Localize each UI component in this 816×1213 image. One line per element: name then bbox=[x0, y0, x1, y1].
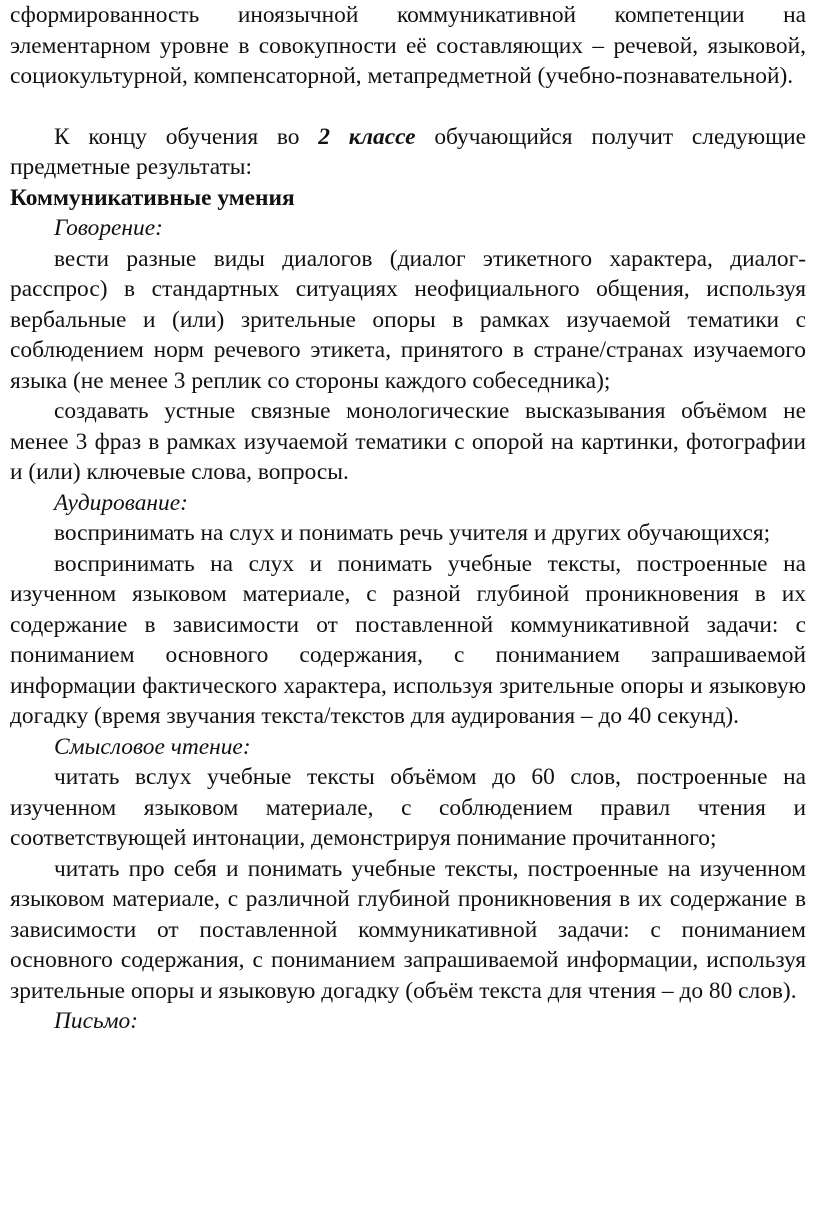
grade-sentence-after: обучающийся получит следующие предметные результаты: bbox=[10, 123, 807, 180]
reading-item: читать вслух учебные тексты объёмом до 60 слов, построенные на изученном языковом материале, с соблюдением правил чтения и соответствующей интонации, демонстрируя понимание прочитанного; bbox=[10, 764, 806, 851]
writing-title: Письмо: bbox=[54, 1008, 139, 1034]
grade-sentence-before: К концу обучения во bbox=[54, 123, 319, 150]
listening-item: воспринимать на слух и понимать речь учителя и других обучающихся; bbox=[54, 520, 771, 546]
speaking-item: вести разные виды диалогов (диалог этикетного характера, диалог-расспрос) в стандартных ситуациях неофициального общения, используя вербальные и (или) зрительные опоры в рамках изучаемой тематики с соблюдением норм речевого этикета, принятого в стране/странах изучаемого языка (не менее 3 реплик со стороны каждого собеседника); bbox=[10, 245, 806, 394]
section-heading: Коммуникативные умения bbox=[10, 184, 295, 211]
grade-emphasis: 2 классе bbox=[318, 123, 416, 150]
reading-title: Смысловое чтение: bbox=[54, 733, 251, 760]
paragraph-gap bbox=[10, 92, 806, 122]
grade-sentence bbox=[10, 122, 806, 183]
speaking-title: Говорение: bbox=[54, 215, 163, 241]
reading-item: читать про себя и понимать учебные тексты, построенные на изученном языковом материале, с различной глубиной проникновения в их содержание в зависимости от поставленной коммуникативной задачи: с пониманием основного содержания, с пониманием запрашиваемой информации, используя зрительные опоры и языковую догадку (объём текста для чтения – до 80 слов). bbox=[10, 855, 806, 1004]
listening-item: воспринимать на слух и понимать учебные тексты, построенные на изученном языковом материале, с разной глубиной проникновения в их содержание в зависимости от поставленной коммуникативной задачи: с пониманием основного содержания, с пониманием запрашиваемой информации фактического характера, используя зрительные опоры и языковую догадку (время звучания текста/текстов для аудирования – до 40 секунд). bbox=[10, 550, 806, 729]
listening-title: Аудирование: bbox=[54, 489, 188, 516]
intro-paragraph: сформированность иноязычной коммуникативной компетенции на элементарном уровне в совокупности её составляющих – речевой, языковой, социокультурной, компенсаторной, метапредметной (учебно-познавательной). bbox=[10, 2, 806, 89]
speaking-item: создавать устные связные монологические высказывания объёмом не менее 3 фраз в рамках изучаемой тематики с опорой на картинки, фотографии и (или) ключевые слова, вопросы. bbox=[10, 398, 806, 485]
